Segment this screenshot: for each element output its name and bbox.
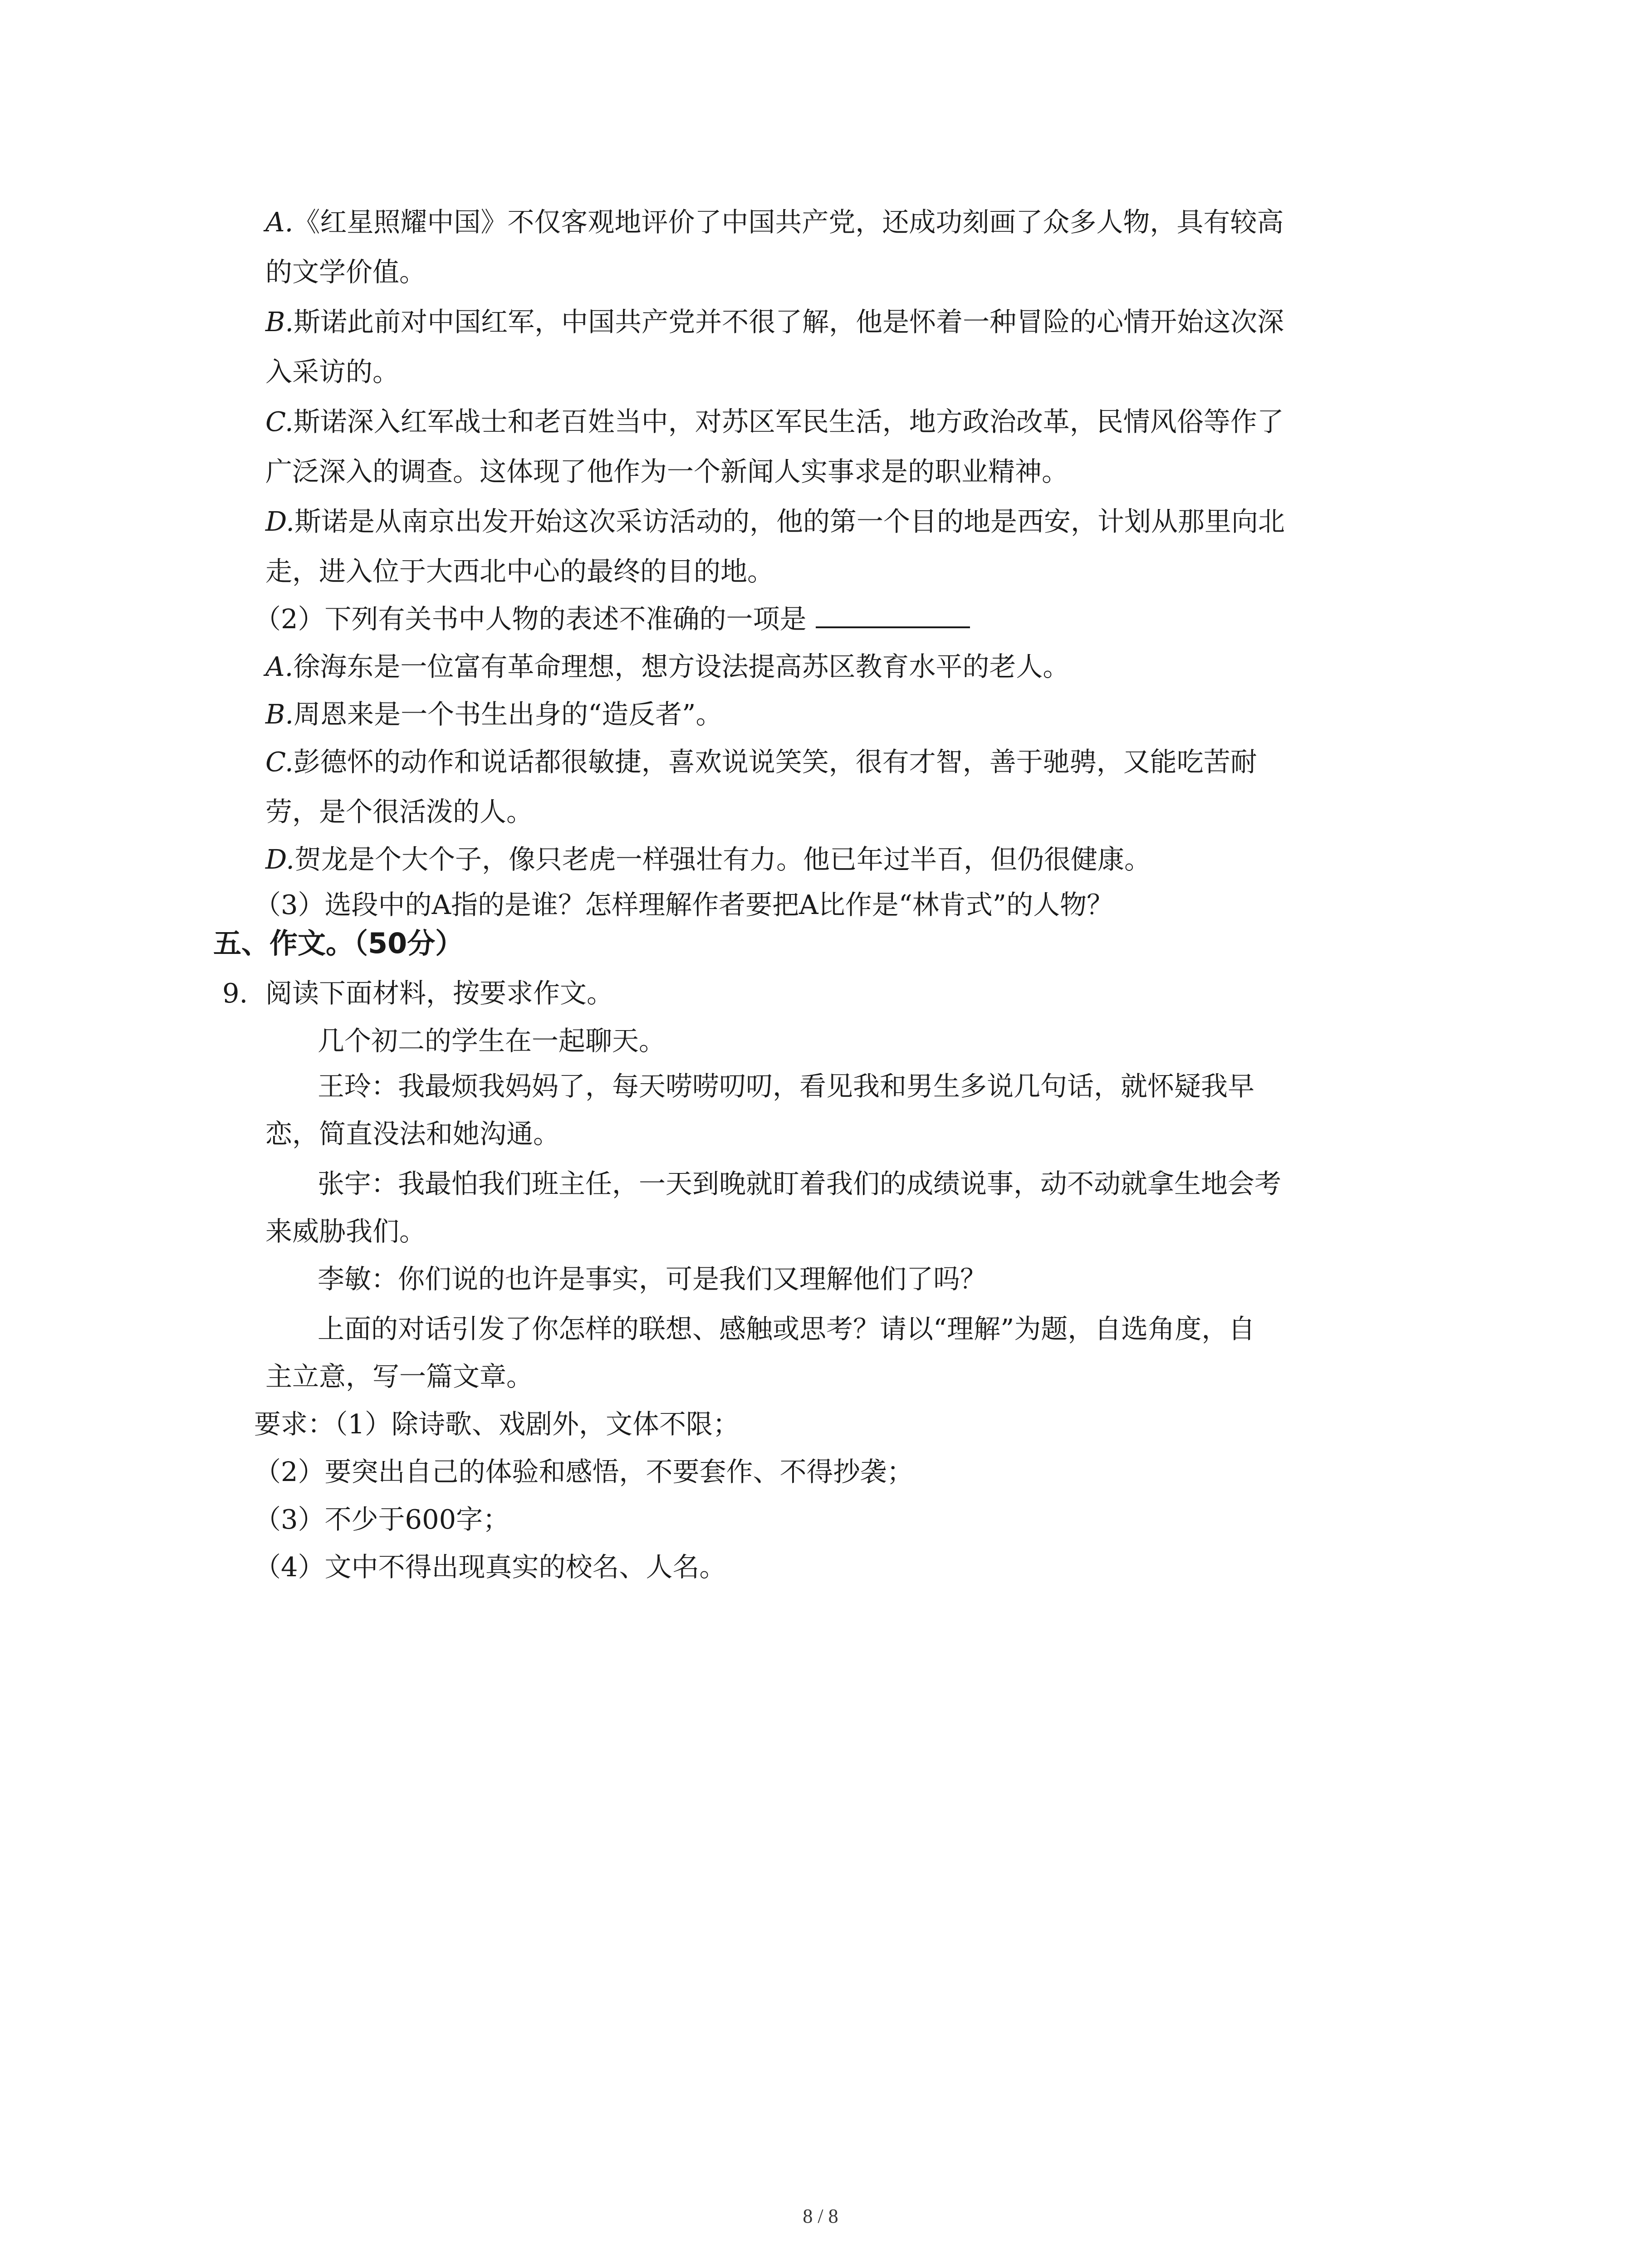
option-letter: B.: [265, 699, 294, 730]
q1-option-d: [265, 499, 1427, 544]
q2-option-a: [265, 644, 1427, 689]
q2-option-b: [265, 692, 1427, 737]
requirement-line: （3）不少于600字；: [254, 1504, 510, 1535]
option-letter: D.: [265, 844, 294, 875]
material-line: 几个初二的学生在一起聊天。: [318, 1025, 666, 1056]
option-text: 彭德怀的动作和说话都很敏捷，喜欢说说笑笑，很有才智，善于驰骋，又能吃苦耐: [293, 746, 1257, 777]
option-text: 斯诺是从南京出发开始这次采访活动的，他的第一个目的地是西安，计划从那里向北: [294, 506, 1285, 537]
requirement-line: （4）文中不得出现真实的校名、人名。: [254, 1551, 726, 1583]
material-line: 来威胁我们。: [265, 1216, 426, 1247]
q1-option-c: [265, 399, 1427, 445]
requirement-line: （2）要突出自己的体验和感悟，不要套作、不得抄袭；: [254, 1456, 914, 1487]
q1-option-d-cont: 走，进入位于大西北中心的最终的目的地。: [265, 556, 774, 587]
option-letter: A.: [265, 206, 294, 238]
question-number: 9.: [222, 978, 248, 1009]
material-line: 张宇：我最怕我们班主任，一天到晚就盯着我们的成绩说事，动不动就拿生地会考: [318, 1168, 1282, 1199]
option-text: 斯诺此前对中国红军，中国共产党并不很了解，他是怀着一种冒险的心情开始这次深: [294, 306, 1284, 337]
option-text: 斯诺深入红军战士和老百姓当中，对苏区军民生活，地方政治改革，民情风俗等作了: [293, 406, 1284, 437]
section-heading: 五、作文。（50分）: [213, 927, 464, 960]
option-text: 徐海东是一位富有革命理想，想方设法提高苏区教育水平的老人。: [293, 651, 1070, 682]
q2-option-c: [265, 739, 1427, 785]
option-text: 周恩来是一个书生出身的“造反者”。: [294, 699, 723, 730]
option-letter: C.: [265, 746, 294, 777]
q1-option-a-cont: 的文学价值。: [265, 256, 426, 288]
q1-option-b-cont: 入采访的。: [265, 356, 400, 387]
option-text: 《红星照耀中国》不仅客观地评价了中国共产党，还成功刻画了众多人物，具有较高: [293, 206, 1284, 238]
option-text: 贺龙是个大个子，像只老虎一样强壮有力。他已年过半百，但仍很健康。: [294, 844, 1151, 875]
q3-text: （3）选段中的A指的是谁？怎样理解作者要把A比作是“林肯式”的人物？: [254, 889, 1114, 920]
q2-stem-text: （2）下列有关书中人物的表述不准确的一项是: [254, 603, 807, 635]
option-letter: B.: [265, 306, 294, 337]
material-line: 上面的对话引发了你怎样的联想、感触或思考？请以“理解”为题，自选角度，自: [318, 1313, 1255, 1344]
requirement-line: 要求：（1）除诗歌、戏剧外，文体不限；: [254, 1408, 740, 1440]
material-line: 李敏：你们说的也许是事实，可是我们又理解他们了吗？: [318, 1263, 987, 1295]
option-letter: C.: [265, 406, 294, 437]
option-letter: D.: [265, 506, 294, 537]
q1-option-a: [265, 200, 1427, 245]
answer-blank[interactable]: [816, 599, 970, 628]
q9-intro: 阅读下面材料，按要求作文。: [265, 978, 614, 1009]
material-line: 恋，简直没法和她沟通。: [265, 1118, 560, 1149]
material-line: 主立意，写一篇文章。: [265, 1361, 534, 1392]
material-line: 王玲：我最烦我妈妈了，每天唠唠叨叨，看见我和男生多说几句话，就怀疑我早: [318, 1070, 1255, 1102]
option-letter: A.: [265, 651, 294, 682]
q2-option-c-cont: 劳，是个很活泼的人。: [265, 796, 534, 827]
q2-option-d: [265, 837, 1427, 882]
q2-stem: [254, 596, 1416, 642]
page-number: 8 / 8: [803, 2205, 838, 2227]
q1-option-c-cont: 广泛深入的调查。这体现了他作为一个新闻人实事求是的职业精神。: [265, 456, 1069, 487]
q1-option-b: [265, 299, 1427, 345]
